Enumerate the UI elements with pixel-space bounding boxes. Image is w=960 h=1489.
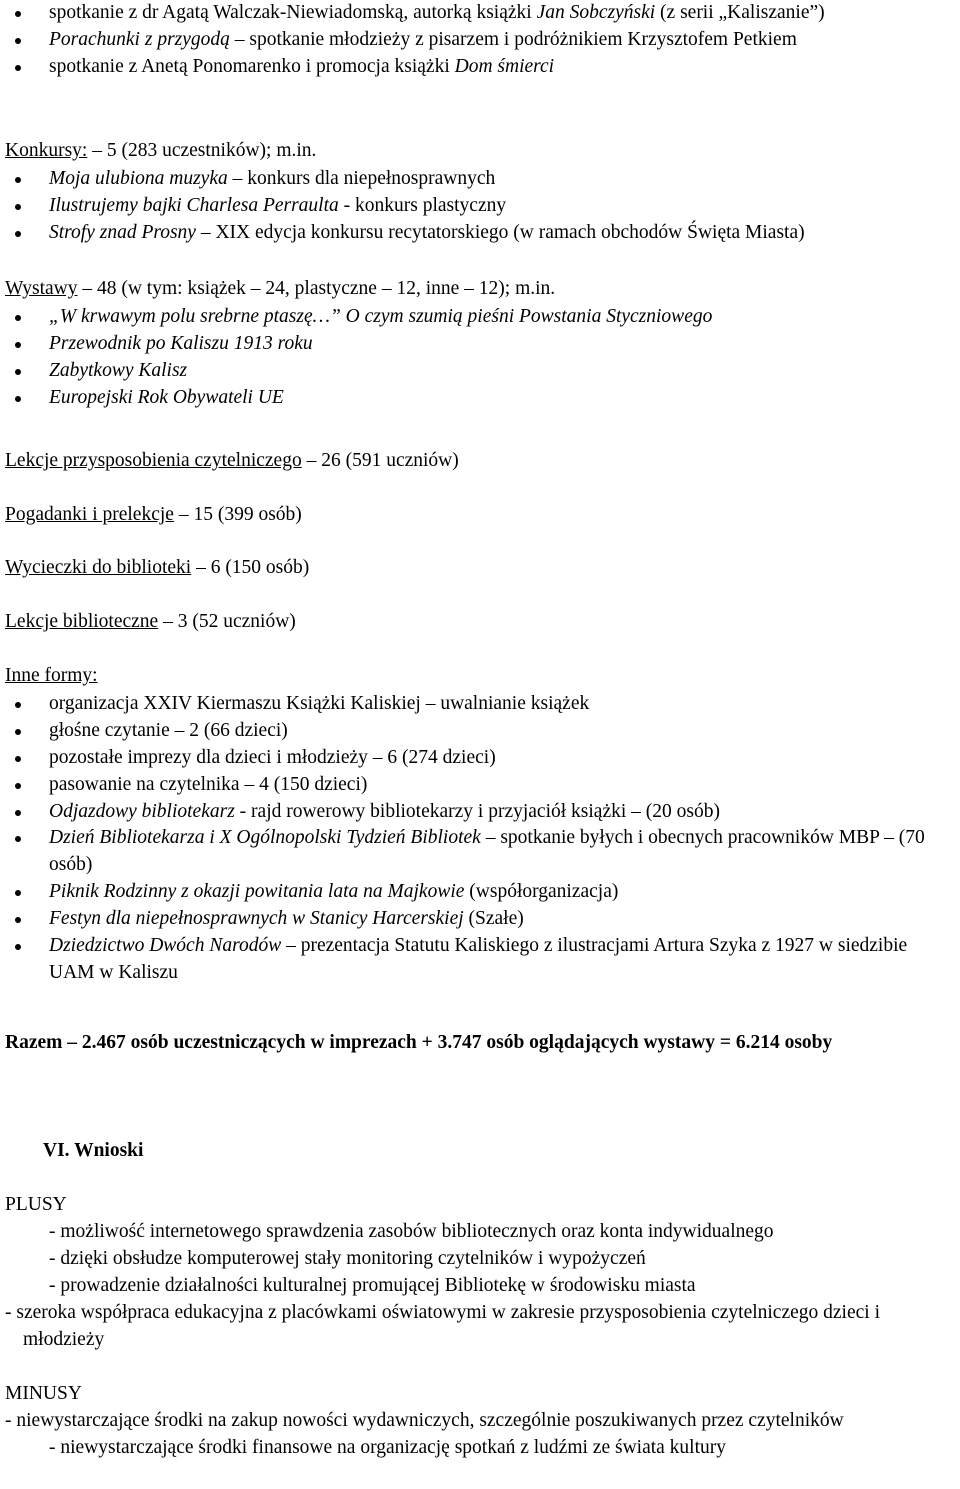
item-text: spotkanie z dr Agatą Walczak-Niewiadomską, autorką książki (49, 2, 537, 23)
list-item (5, 166, 956, 193)
item-text: – spotkanie byłych i obecnych pracowników MBP – (70 osób) (49, 827, 925, 876)
list-item (5, 54, 956, 81)
inne-formy-list (5, 691, 956, 987)
minusy-list (5, 1408, 956, 1462)
bullet-icon (15, 342, 21, 348)
stat-line (5, 502, 956, 529)
stat-line (5, 609, 956, 636)
item-text: pasowanie na czytelnika – 4 (150 dzieci) (49, 773, 368, 795)
item-title: Ilustrujemy bajki Charlesa Perraulta (49, 194, 339, 216)
list-item (5, 718, 956, 745)
list-item: - szeroka współpraca edukacyjna z placówkami oświatowymi w zakresie przysposobienia czytelniczego dzieci i młodzieży (5, 1301, 880, 1350)
item-title: Dzień Bibliotekarza i X Ogólnopolski Tydzień Bibliotek (49, 827, 481, 849)
bullet-icon (15, 315, 21, 321)
bullet-icon (15, 204, 21, 210)
list-item (5, 304, 956, 331)
item-text: spotkanie z Anetą Ponomarenko i promocja książki (49, 55, 455, 77)
events-top-list (5, 0, 956, 81)
stat-label: Wycieczki do biblioteki (5, 557, 192, 578)
list-item (5, 358, 956, 385)
stat-value: – 3 (52 uczniów) (158, 611, 296, 632)
wystawy-label: Wystawy (5, 278, 78, 299)
stat-value: – 6 (150 osób) (191, 557, 310, 578)
item-text: (Szałe) (463, 908, 524, 930)
item-title: Festyn dla niepełnosprawnych w Stanicy Harcerskiej (49, 908, 464, 930)
konkursy-block (5, 138, 956, 247)
item-text: pozostałe imprezy dla dzieci i młodzieży – 6 (274 dzieci) (49, 746, 496, 768)
list-item (5, 193, 956, 220)
stat-label: Pogadanki i prelekcje (5, 504, 174, 525)
stat-line (5, 555, 956, 582)
list-item: - prowadzenie działalności kulturalnej promującej Bibliotekę w środowisku miasta (49, 1274, 696, 1296)
bullet-icon (15, 11, 21, 17)
bullet-icon (15, 231, 21, 237)
section-heading: VI. Wnioski (43, 1140, 144, 1161)
list-item: - możliwość internetowego sprawdzenia zasobów bibliotecznych oraz konta indywidualnego (49, 1220, 774, 1242)
item-text: (współorganizacja) (464, 881, 619, 903)
minusy-block (5, 1381, 956, 1462)
bullet-icon (15, 396, 21, 402)
list-item: - niewystarczające środki na zakup nowości wydawniczych, szczególnie poszukiwanych przez czytelników (5, 1409, 844, 1431)
wystawy-heading (5, 276, 956, 303)
list-item (5, 745, 956, 772)
bullet-icon (15, 65, 21, 71)
stat-value: – 26 (591 uczniów) (301, 450, 459, 471)
minusy-label: MINUSY (5, 1383, 82, 1404)
stat-label: Lekcje biblioteczne (5, 611, 159, 632)
list-item (5, 331, 956, 358)
konkursy-list (5, 166, 956, 247)
stat-label: Lekcje przysposobienia czytelniczego (5, 450, 302, 471)
bullet-icon (15, 756, 21, 762)
konkursy-label: Konkursy: (5, 140, 88, 161)
list-item (5, 385, 956, 412)
bullet-icon (15, 369, 21, 375)
list-item (5, 933, 956, 987)
item-title: Dziedzictwo Dwóch Narodów (49, 935, 282, 957)
list-item: - dzięki obsłudze komputerowej stały monitoring czytelników i wypożyczeń (49, 1247, 646, 1269)
bullet-icon (15, 890, 21, 896)
list-item (5, 772, 956, 799)
list-item (5, 879, 956, 906)
razem-summary: Razem – 2.467 osób uczestniczących w imprezach + 3.747 osób oglądających wystawy = 6.214 osoby (5, 1032, 833, 1053)
bullet-icon (15, 810, 21, 816)
wystawy-block (5, 276, 956, 412)
inne-formy-block (5, 663, 956, 987)
item-title: Odjazdowy bibliotekarz (49, 800, 235, 822)
item-text: (z serii „Kaliszanie”) (655, 2, 825, 23)
item-title: Europejski Rok Obywateli UE (49, 386, 284, 408)
item-text: – prezentacja Statutu Kaliskiego z ilustracjami Artura Szyka z 1927 w siedzibie UAM w Kaliszu (49, 935, 908, 983)
item-title: Porachunki z przygodą (49, 28, 230, 50)
inne-formy-label: Inne formy: (5, 665, 98, 686)
plusy-block (5, 1192, 956, 1353)
item-text: - konkurs plastyczny (338, 194, 507, 216)
item-text: - rajd rowerowy bibliotekarzy i przyjaciół książki – (20 osób) (234, 800, 720, 822)
item-text: organizacja XXIV Kiermaszu Książki Kaliskiej – uwalnianie książek (49, 692, 590, 714)
item-title: „W krwawym polu srebrne ptaszę…” O czym szumią pieśni Powstania Styczniowego (49, 305, 713, 327)
item-title: Jan Sobczyński (536, 2, 656, 23)
stat-value: – 15 (399 osób) (173, 504, 302, 525)
list-item (5, 825, 956, 879)
bullet-icon (15, 177, 21, 183)
item-title: Zabytkowy Kalisz (49, 359, 188, 381)
list-item (5, 799, 956, 826)
bullet-icon (15, 38, 21, 44)
konkursy-heading (5, 138, 956, 165)
item-title: Strofy znad Prosny (49, 221, 196, 243)
konkursy-summary: – 5 (283 uczestników); m.in. (87, 140, 317, 161)
stat-line (5, 448, 956, 475)
list-item (5, 27, 956, 54)
list-item (5, 906, 956, 933)
list-item (5, 691, 956, 718)
plusy-label: PLUSY (5, 1194, 67, 1215)
events-top-block (5, 0, 956, 81)
item-text: – konkurs dla niepełnosprawnych (227, 167, 496, 189)
plusy-list (5, 1219, 956, 1354)
item-title: Moja ulubiona muzyka (49, 167, 228, 189)
list-item (5, 0, 956, 27)
item-title: Piknik Rodzinny z okazji powitania lata na Majkowie (49, 881, 465, 903)
item-text: głośne czytanie – 2 (66 dzieci) (49, 719, 288, 741)
bullet-icon (15, 836, 21, 842)
wystawy-list (5, 304, 956, 412)
item-title: Przewodnik po Kaliszu 1913 roku (49, 332, 313, 354)
bullet-icon (15, 917, 21, 923)
wystawy-summary: – 48 (w tym: książek – 24, plastyczne – 12, inne – 12); m.in. (77, 278, 556, 299)
bullet-icon (15, 783, 21, 789)
list-item: - niewystarczające środki finansowe na organizację spotkań z ludźmi ze świata kultury (49, 1436, 727, 1458)
bullet-icon (15, 702, 21, 708)
item-title: Dom śmierci (454, 55, 555, 77)
bullet-icon (15, 944, 21, 950)
item-text: – XIX edycja konkursu recytatorskiego (w ramach obchodów Święta Miasta) (195, 221, 805, 243)
bullet-icon (15, 729, 21, 735)
list-item (5, 220, 956, 247)
item-text: – spotkanie młodzieży z pisarzem i podróżnikiem Krzysztofem Petkiem (229, 28, 797, 50)
